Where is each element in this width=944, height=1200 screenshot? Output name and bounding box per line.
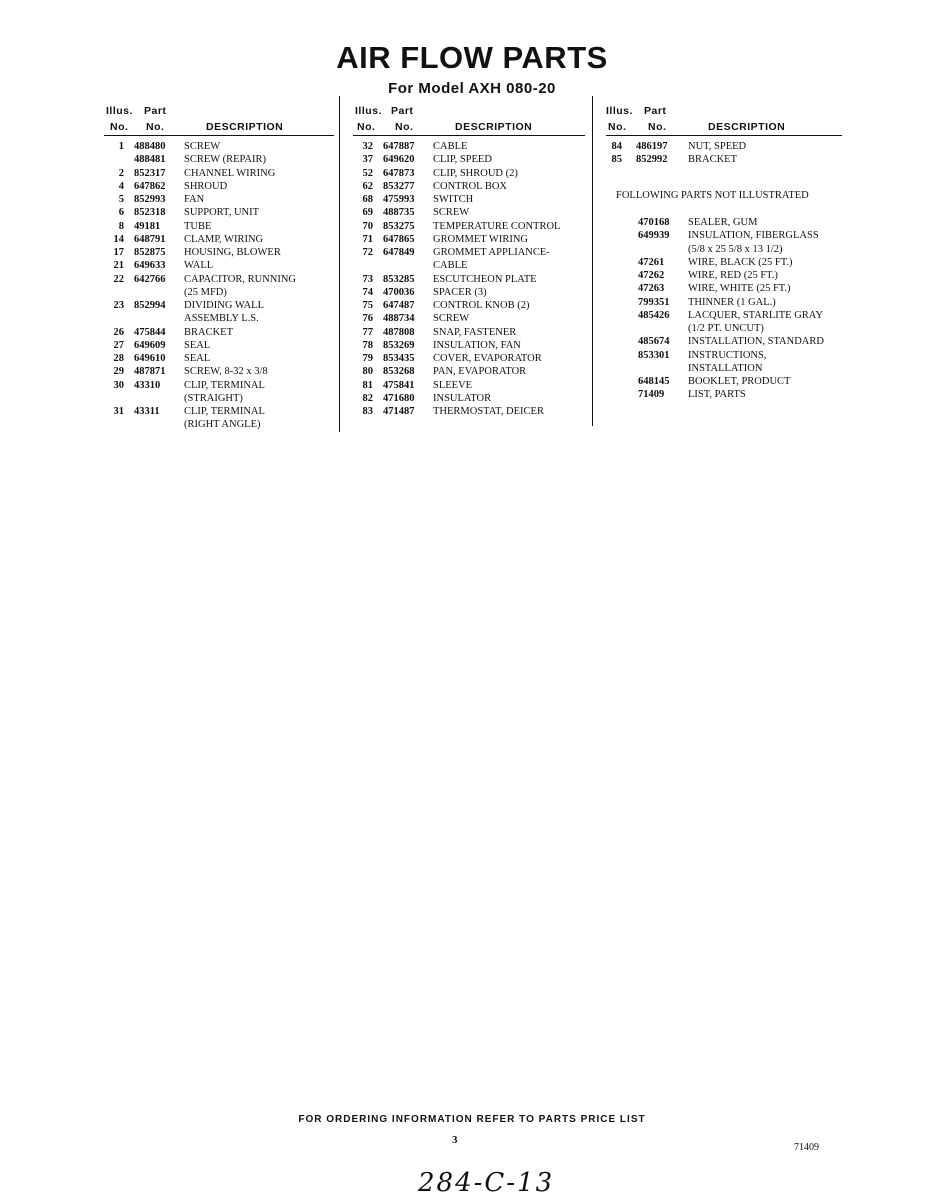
- parts-row: [353, 365, 585, 378]
- illus-number: 69: [362, 207, 373, 219]
- part-description: GROMMET WIRING: [433, 233, 528, 245]
- parts-row: [353, 259, 585, 272]
- part-number: 471487: [383, 406, 415, 417]
- column-header: [606, 103, 842, 135]
- part-number: 488480: [134, 141, 166, 152]
- illus-no-label: No.: [608, 121, 627, 133]
- part-label: Part: [144, 105, 167, 117]
- parts-row: [104, 299, 334, 312]
- model-subtitle: For Model AXH 080-20: [388, 80, 556, 97]
- part-description: SCREW: [433, 207, 470, 219]
- illus-number: 74: [362, 286, 373, 298]
- part-description: TEMPERATURE CONTROL: [433, 220, 561, 232]
- parts-row: [353, 140, 585, 153]
- part-number: 647865: [383, 233, 415, 245]
- not-illustrated-row: [606, 229, 842, 242]
- parts-row: [104, 140, 334, 153]
- illus-number: 14: [113, 233, 124, 245]
- part-description: (5/8 x 25 5/8 x 13 1/2): [688, 243, 783, 255]
- illus-number: 73: [362, 273, 373, 285]
- not-illustrated-row: [606, 375, 842, 388]
- illus-number: 62: [362, 180, 373, 192]
- not-illustrated-row: [606, 243, 842, 256]
- part-number: 649610: [134, 353, 166, 364]
- part-description: BRACKET: [688, 154, 738, 166]
- illus-number: 77: [362, 326, 373, 338]
- part-description: INSULATION, FAN: [433, 339, 521, 351]
- parts-row: [353, 220, 585, 233]
- not-illustrated-row: [606, 309, 842, 322]
- part-description: CHANNEL WIRING: [184, 167, 276, 179]
- parts-row: [353, 153, 585, 166]
- part-number: 471680: [383, 392, 415, 404]
- part-description: DIVIDING WALL: [184, 300, 264, 311]
- not-illustrated-row: [606, 362, 842, 375]
- column-divider: [339, 96, 340, 432]
- parts-row: [104, 153, 334, 166]
- part-description: WIRE, WHITE (25 FT.): [688, 283, 791, 295]
- part-description: INSTRUCTIONS,: [688, 349, 767, 361]
- illus-number: 80: [362, 366, 373, 378]
- part-number: 852994: [134, 300, 166, 311]
- parts-row: [353, 352, 585, 365]
- illus-number: 79: [362, 353, 373, 364]
- part-number: 852993: [134, 194, 166, 205]
- part-label: Part: [391, 105, 414, 117]
- part-number: 647487: [383, 300, 415, 311]
- parts-row: [104, 220, 334, 233]
- part-number: 853435: [383, 353, 415, 364]
- illus-number: 85: [611, 154, 622, 166]
- parts-column-2: [353, 103, 585, 418]
- description-label: DESCRIPTION: [455, 121, 533, 133]
- part-description: CLAMP, WIRING: [184, 233, 264, 245]
- part-description: WIRE, BLACK (25 FT.): [688, 256, 793, 268]
- part-description: CLIP, TERMINAL: [184, 379, 265, 391]
- part-number: 475844: [134, 326, 166, 338]
- illus-number: 17: [113, 247, 124, 258]
- parts-row: [606, 140, 842, 153]
- illus-number: 68: [362, 194, 373, 205]
- part-description: THERMOSTAT, DEICER: [433, 406, 544, 417]
- part-number: 648791: [134, 233, 166, 245]
- part-number: 853275: [383, 220, 415, 232]
- illus-number: 82: [362, 392, 373, 404]
- part-number: 853269: [383, 339, 415, 351]
- part-description: SLEEVE: [433, 379, 473, 391]
- parts-row: [353, 180, 585, 193]
- part-number: 488481: [134, 154, 166, 166]
- parts-row: [104, 167, 334, 180]
- part-description: INSULATION, FIBERGLASS: [688, 230, 819, 242]
- illus-number: 2: [118, 167, 124, 179]
- parts-column-3: [606, 103, 842, 401]
- illus-number: 21: [113, 260, 124, 272]
- part-number: 647849: [383, 247, 415, 258]
- part-number: 43310: [134, 379, 161, 391]
- document-number: 71409: [794, 1142, 819, 1153]
- part-number: 852992: [636, 154, 668, 166]
- part-number: 642766: [134, 273, 166, 285]
- parts-row: [353, 193, 585, 206]
- part-description: CONTROL KNOB (2): [433, 300, 530, 311]
- part-description: CLIP, TERMINAL: [184, 406, 265, 417]
- illus-label: Illus.: [106, 105, 133, 117]
- parts-row: [353, 392, 585, 405]
- column-header: [104, 103, 334, 135]
- part-number: 485674: [638, 336, 670, 348]
- parts-row: [353, 312, 585, 325]
- part-description: (STRAIGHT): [184, 392, 243, 404]
- part-number: 853301: [638, 349, 670, 361]
- parts-row: [104, 405, 334, 418]
- not-illustrated-heading: FOLLOWING PARTS NOT ILLUSTRATED: [616, 190, 809, 201]
- part-description: LIST, PARTS: [688, 389, 746, 401]
- not-illustrated-row: [606, 256, 842, 269]
- part-number: 799351: [638, 296, 670, 308]
- parts-row: [353, 286, 585, 299]
- illus-number: 83: [362, 406, 373, 417]
- part-number: 852317: [134, 167, 166, 179]
- header-rule: [353, 135, 585, 136]
- parts-row: [104, 259, 334, 272]
- part-number: 475993: [383, 194, 415, 205]
- parts-row: [353, 379, 585, 392]
- part-description: SCREW, 8-32 x 3/8: [184, 366, 268, 378]
- part-number: 43311: [134, 406, 160, 417]
- illus-number: 81: [362, 379, 373, 391]
- illus-number: 30: [113, 379, 124, 391]
- illus-number: 28: [113, 353, 124, 364]
- part-description: SEALER, GUM: [688, 217, 758, 228]
- part-number: 647862: [134, 180, 166, 192]
- part-description: SEAL: [184, 353, 211, 364]
- parts-row: [104, 206, 334, 219]
- illus-number: 52: [362, 167, 373, 179]
- not-illustrated-list: [606, 216, 842, 402]
- not-illustrated-row: [606, 388, 842, 401]
- parts-row: [104, 379, 334, 392]
- part-description: WIRE, RED (25 FT.): [688, 270, 778, 281]
- part-number: 47261: [638, 256, 665, 268]
- illus-number: 27: [113, 339, 124, 351]
- part-description: SHROUD: [184, 180, 228, 192]
- parts-row: [606, 153, 842, 166]
- part-description: SNAP, FASTENER: [433, 326, 517, 338]
- part-number: 648145: [638, 376, 670, 387]
- part-description: CAPACITOR, RUNNING: [184, 273, 297, 285]
- parts-row: [104, 286, 334, 299]
- not-illustrated-row: [606, 296, 842, 309]
- not-illustrated-row: [606, 349, 842, 362]
- header-rule: [606, 135, 842, 136]
- illus-label: Illus.: [606, 105, 633, 117]
- illus-number: 26: [113, 326, 124, 338]
- parts-row: [353, 246, 585, 259]
- part-description: (RIGHT ANGLE): [184, 419, 261, 431]
- part-description: SCREW: [184, 141, 221, 152]
- part-number: 853277: [383, 180, 415, 192]
- column-divider: [592, 96, 593, 426]
- part-description: FAN: [184, 194, 205, 205]
- page-title: AIR FLOW PARTS: [336, 40, 608, 75]
- part-description: BOOKLET, PRODUCT: [688, 376, 791, 387]
- parts-row: [104, 365, 334, 378]
- part-number: 49181: [134, 220, 161, 232]
- illus-number: 72: [362, 247, 373, 258]
- part-description: (1/2 PT. UNCUT): [688, 323, 764, 334]
- parts-row: [353, 167, 585, 180]
- parts-row: [104, 392, 334, 405]
- parts-row: [104, 339, 334, 352]
- illus-number: 31: [113, 406, 124, 417]
- illus-no-label: No.: [110, 121, 129, 133]
- part-description: INSULATOR: [433, 392, 492, 404]
- part-description: TUBE: [184, 220, 212, 232]
- parts-row: [104, 326, 334, 339]
- column-header: [353, 103, 585, 135]
- parts-row: [353, 405, 585, 418]
- part-description: LACQUER, STARLITE GRAY: [688, 309, 823, 321]
- not-illustrated-row: [606, 282, 842, 295]
- illus-number: 37: [362, 154, 373, 166]
- illus-number: 78: [362, 339, 373, 351]
- parts-row: [353, 339, 585, 352]
- not-illustrated-row: [606, 322, 842, 335]
- description-label: DESCRIPTION: [206, 121, 284, 133]
- not-illustrated-row: [606, 216, 842, 229]
- part-description: HOUSING, BLOWER: [184, 247, 281, 258]
- part-number: 487808: [383, 326, 415, 338]
- part-description: THINNER (1 GAL.): [688, 296, 776, 308]
- part-description: SPACER (3): [433, 286, 487, 298]
- illus-number: 1: [118, 141, 124, 152]
- part-number: 647873: [383, 167, 415, 179]
- illus-number: 8: [118, 220, 124, 232]
- part-number: 649620: [383, 154, 415, 166]
- parts-row: [104, 312, 334, 325]
- parts-row: [104, 246, 334, 259]
- header-rule: [104, 135, 334, 136]
- part-number: 852318: [134, 207, 166, 219]
- illus-label: Illus.: [355, 105, 382, 117]
- part-description: INSTALLATION: [688, 362, 763, 374]
- illus-number: 6: [118, 207, 124, 219]
- not-illustrated-row: [606, 335, 842, 348]
- part-description: CONTROL BOX: [433, 180, 507, 192]
- part-description: CLIP, SHROUD (2): [433, 167, 518, 179]
- part-number: 71409: [638, 389, 665, 401]
- illus-number: 71: [362, 233, 373, 245]
- illus-number: 23: [113, 300, 124, 311]
- illus-number: 76: [362, 313, 373, 325]
- part-description: CLIP, SPEED: [433, 154, 492, 166]
- part-description: SWITCH: [433, 194, 474, 205]
- not-illustrated-row: [606, 269, 842, 282]
- part-label: Part: [644, 105, 667, 117]
- illus-number: 5: [118, 194, 124, 205]
- part-number: 486197: [636, 141, 668, 152]
- part-number: 647887: [383, 141, 415, 152]
- part-description: INSTALLATION, STANDARD: [688, 336, 824, 348]
- parts-row: [104, 273, 334, 286]
- part-number: 47263: [638, 283, 665, 295]
- parts-row: [104, 193, 334, 206]
- part-number: 470036: [383, 286, 415, 298]
- illus-number: 84: [611, 141, 622, 152]
- parts-row: [353, 233, 585, 246]
- part-number: 853268: [383, 366, 415, 378]
- parts-row: [104, 233, 334, 246]
- parts-row: [353, 273, 585, 286]
- part-description: ESCUTCHEON PLATE: [433, 273, 537, 285]
- part-number: 853285: [383, 273, 415, 285]
- handwritten-annotation: 284-C-13: [418, 1168, 555, 1198]
- part-number: 487871: [134, 366, 166, 378]
- parts-column-1: [104, 103, 334, 432]
- part-number: 488735: [383, 207, 415, 219]
- part-description: COVER, EVAPORATOR: [433, 353, 542, 364]
- illus-number: 70: [362, 220, 373, 232]
- description-label: DESCRIPTION: [708, 121, 786, 133]
- part-number: 475841: [383, 379, 415, 391]
- part-description: CABLE: [433, 260, 468, 272]
- part-description: GROMMET APPLIANCE-: [433, 247, 550, 258]
- part-description: NUT, SPEED: [688, 141, 747, 152]
- illus-number: 75: [362, 300, 373, 311]
- part-description: SCREW: [433, 313, 470, 325]
- part-description: SEAL: [184, 339, 211, 351]
- part-number: 47262: [638, 270, 665, 281]
- part-no-label: No.: [648, 121, 667, 133]
- illus-no-label: No.: [357, 121, 376, 133]
- parts-row: [104, 352, 334, 365]
- part-number: 852875: [134, 247, 166, 258]
- illus-number: 4: [118, 180, 124, 192]
- ordering-note: FOR ORDERING INFORMATION REFER TO PARTS PRICE LIST: [298, 1114, 646, 1125]
- part-number: 488734: [383, 313, 415, 325]
- part-no-label: No.: [146, 121, 165, 133]
- parts-row: [353, 326, 585, 339]
- part-description: SUPPORT, UNIT: [184, 207, 260, 219]
- part-number: 485426: [638, 309, 670, 321]
- part-no-label: No.: [395, 121, 414, 133]
- part-description: PAN, EVAPORATOR: [433, 366, 527, 378]
- parts-row: [104, 180, 334, 193]
- part-description: BRACKET: [184, 326, 234, 338]
- illus-number: 29: [113, 366, 124, 378]
- part-number: 470168: [638, 217, 670, 228]
- part-number: 649609: [134, 339, 166, 351]
- part-description: SCREW (REPAIR): [184, 154, 266, 166]
- parts-row: [104, 418, 334, 431]
- part-description: (25 MFD): [184, 286, 227, 298]
- parts-row: [353, 299, 585, 312]
- part-description: CABLE: [433, 141, 468, 152]
- parts-row: [353, 206, 585, 219]
- part-description: WALL: [184, 260, 214, 272]
- illus-number: 32: [362, 141, 373, 152]
- part-description: ASSEMBLY L.S.: [184, 313, 259, 325]
- illus-number: 22: [113, 273, 124, 285]
- page-number: 3: [452, 1134, 458, 1146]
- part-number: 649939: [638, 230, 670, 242]
- part-number: 649633: [134, 260, 166, 272]
